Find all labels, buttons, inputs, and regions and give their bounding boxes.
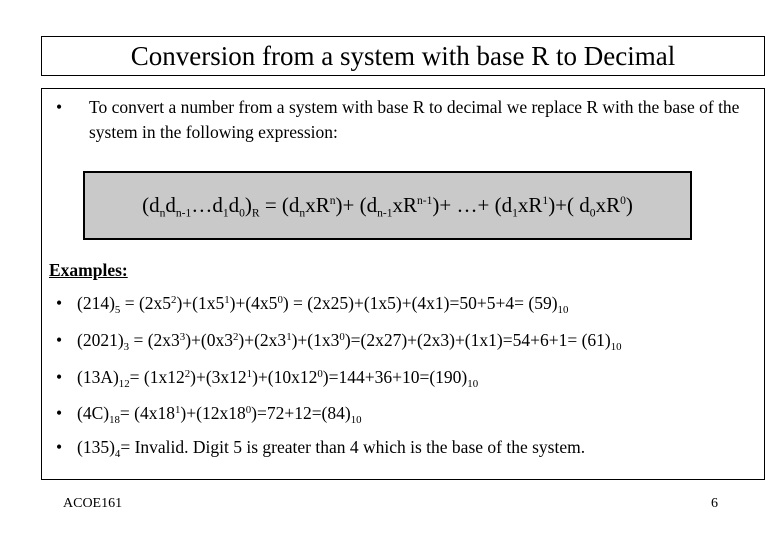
example-item — [56, 330, 622, 351]
intro-text: To convert a number from a system with base R to decimal we replace R with the base of the system in the following expression: — [89, 97, 740, 142]
example-text: $(4C)_{18}= (4x18^1)+(12x18^0)=72+12=(84)_{10}$ — [77, 403, 362, 426]
example-text: $(2021)_3 = (2x3^3)+(0x3^2)+(2x3^1)+(1x3^0)=(2x27)+(2x3)+(1x1)=54+6+1= (61)_{10}$ — [77, 330, 622, 353]
example-item — [56, 367, 478, 388]
slide-title — [41, 36, 765, 76]
content-box — [41, 88, 765, 480]
footer-course-code: ACOE161 — [63, 496, 123, 511]
bullet-icon: • — [56, 330, 63, 350]
example-item — [56, 403, 362, 424]
example-item — [56, 437, 585, 458]
formula-box — [83, 171, 692, 240]
example-text: $(13A)_{12}= (1x12^2)+(3x12^1)+(10x12^0)=144+36+10=(190)_{10}$ — [77, 367, 479, 390]
intro-bullet — [56, 95, 756, 145]
example-text: $(214)_5 = (2x5^2)+(1x5^1)+(4x5^0) = (2x25)+(1x5)+(4x1)=50+5+4= (59)_{10}$ — [77, 293, 569, 316]
example-text: $(135)_4=$ Invalid. Digit 5 is greater than 4 which is the base of the system. — [77, 437, 586, 460]
examples-heading: Examples: — [49, 260, 128, 280]
example-item — [56, 293, 568, 314]
bullet-icon: • — [56, 403, 63, 423]
slide-title-text: Conversion from a system with base R to Decimal — [130, 40, 676, 71]
formula-expression: $(d_nd_{n-1}\dots d_1d_0)_R = (d_nxR^n)+ (d_{n-1}xR^{n-1})+$ …+ $(d_1xR^1)+$( $d_0xR^0$) — [142, 193, 633, 220]
bullet-icon: • — [56, 367, 63, 387]
bullet-icon: • — [56, 437, 63, 457]
bullet-icon: • — [56, 293, 63, 313]
footer-page-number: 6 — [711, 496, 718, 511]
bullet-icon: • — [56, 97, 63, 117]
